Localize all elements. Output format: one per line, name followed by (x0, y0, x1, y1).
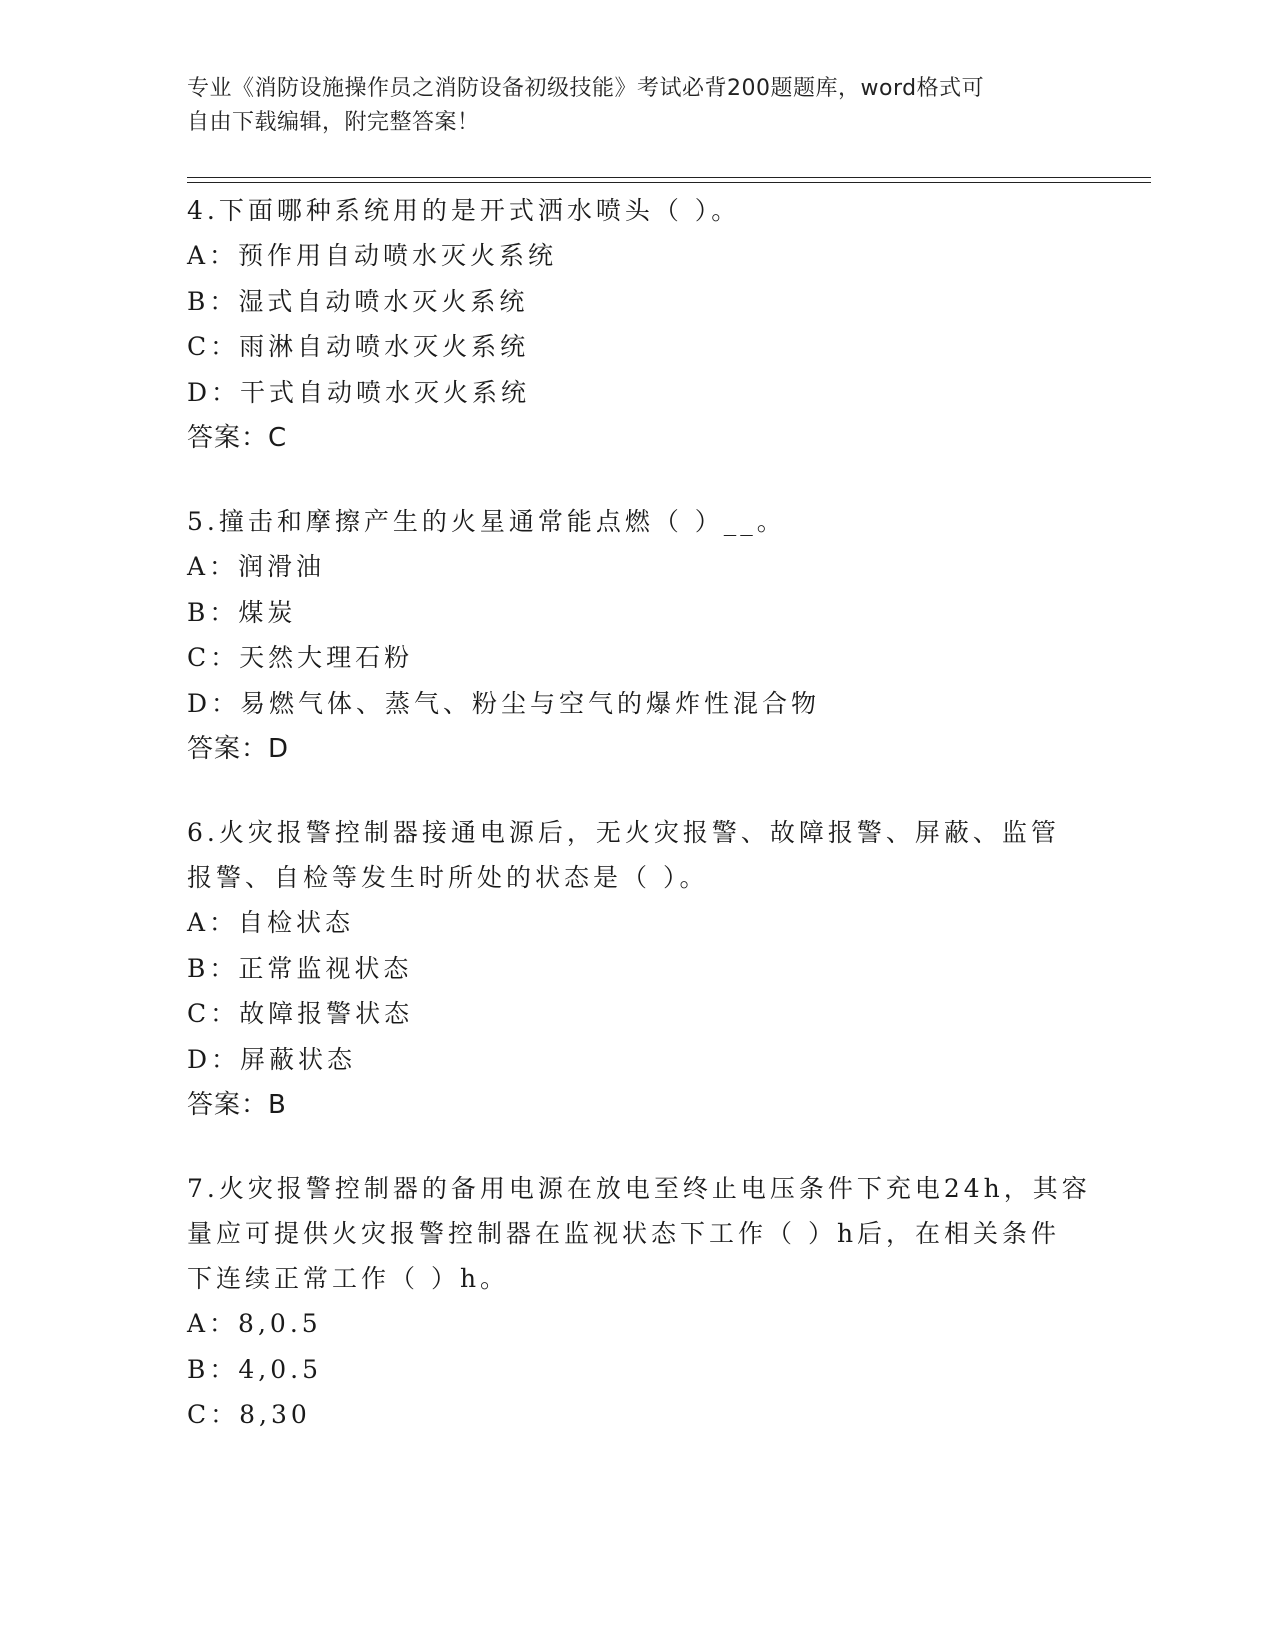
option-b: B：4,0.5 (187, 1354, 322, 1384)
question-line: 7.火灾报警控制器的备用电源在放电至终止电压条件下充电24h，其容 (187, 1174, 1091, 1203)
header-title-line-2: 自由下载编辑，附完整答案！ (187, 110, 480, 135)
question-5 (187, 499, 1087, 772)
answer-label: 答案：D (187, 734, 290, 764)
question-4 (187, 188, 1087, 461)
option-b: B：湿式自动喷水灭火系统 (187, 286, 529, 316)
option-d: D：干式自动喷水灭火系统 (187, 377, 531, 407)
option-c: C：天然大理石粉 (187, 643, 414, 672)
question-7 (187, 1166, 1091, 1438)
option-d: D：屏蔽状态 (187, 1044, 357, 1074)
question-text (187, 1166, 1091, 1301)
header-divider-top (187, 177, 1151, 178)
answer-label: 答案：C (187, 423, 288, 453)
header-divider-bottom (187, 182, 1151, 183)
option-a: A：自检状态 (187, 908, 355, 937)
option-c: C：雨淋自动喷水灭火系统 (187, 332, 530, 361)
document-header (187, 72, 1067, 140)
question-line: 5.撞击和摩擦产生的火星通常能点燃（ ）__。 (187, 507, 786, 536)
question-line: 量应可提供火灾报警控制器在监视状态下工作（ ）h后，在相关条件 (187, 1219, 1061, 1248)
option-a: A：润滑油 (187, 552, 326, 581)
option-c: C：故障报警状态 (187, 999, 414, 1028)
question-text (187, 810, 1087, 900)
question-line: 报警、自检等发生时所处的状态是（ ）。 (187, 863, 709, 892)
question-line: 4.下面哪种系统用的是开式洒水喷头（ ）。 (187, 196, 741, 225)
answer-label: 答案：B (187, 1090, 287, 1120)
header-title-line-1: 专业《消防设施操作员之消防设备初级技能》考试必背200题题库，word格式可 (187, 76, 985, 101)
question-line: 6.火灾报警控制器接通电源后，无火灾报警、故障报警、屏蔽、监管 (187, 818, 1060, 847)
option-a: A：预作用自动喷水灭火系统 (187, 241, 558, 270)
option-b: B：正常监视状态 (187, 953, 413, 983)
question-text (187, 188, 1087, 233)
option-c: C：8,30 (187, 1400, 311, 1429)
option-d: D：易燃气体、蒸气、粉尘与空气的爆炸性混合物 (187, 688, 821, 718)
question-text (187, 499, 1087, 544)
question-6 (187, 810, 1087, 1128)
question-list (187, 188, 1091, 1476)
option-a: A：8,0.5 (187, 1309, 322, 1338)
option-b: B：煤炭 (187, 597, 297, 627)
question-line: 下连续正常工作（ ）h。 (187, 1264, 510, 1293)
